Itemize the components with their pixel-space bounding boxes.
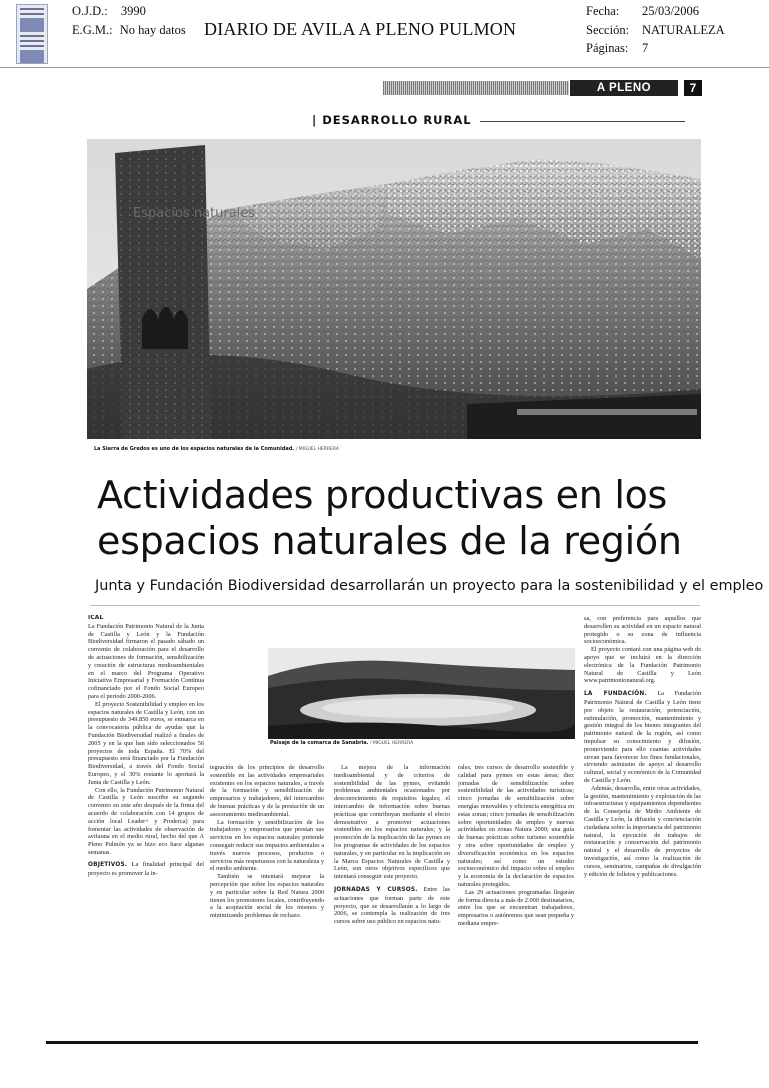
article-column-5 <box>584 615 701 1040</box>
seccion-value: NATURALEZA <box>642 23 725 37</box>
col1-paragraph-3: Con ello, la Fundación Patrimonio Natural de Castilla y León suscribe su segundo convenio en este año después de la firma del acuerdo de colaboración con 14 grupos de acción local Leader+ y Proderca) para fomentar las actividades de observación de avifauna en el medio rural, hecho del que A Pleno Pulmón ya se hizo eco hace algunas semanas. <box>88 786 204 856</box>
col2-paragraph-1: tegración de los principios de desarrollo sostenible en las actividades empresariales existentes en los espacios naturales, a través de la formación y sensibilización de empresarios y trabajadores, del intercambio de buenas prácticas y de la prestación de un asesoramiento medioambiental. <box>210 764 324 818</box>
col5-kicker: LA FUNDACIÓN. <box>584 691 647 698</box>
article-column-4 <box>458 764 574 1040</box>
col1-kicker: OBJETIVOS. <box>88 861 128 868</box>
seccion-label: Sección: <box>586 23 630 37</box>
ojd-value: 3990 <box>120 4 146 18</box>
paginas-row <box>586 41 649 56</box>
egm-row <box>72 23 186 38</box>
col3-paragraph-2: Entre las actuaciones que forman parte de este proyecto, que se desarrollarán a lo largo de 2006, se contempla la realización de tres cursos sobre uso público en espacios natu- <box>334 885 450 926</box>
inset-photo <box>268 648 575 739</box>
subheadline-rule <box>90 605 700 606</box>
col4-paragraph-2: Las 29 actuaciones programadas llegarán de forma directa a más de 2.000 destinatarios, entre los que se encuentran trabajadores, empresarios o autónomos que sean pequeña y mediana empre- <box>458 888 574 927</box>
article-column-1 <box>88 615 204 1040</box>
fecha-label: Fecha: <box>586 4 620 18</box>
inset-photo-caption-text: Paisaje de la comarca de Sanabria. <box>270 740 369 746</box>
fecha-row <box>586 4 699 19</box>
col5-paragraph-2: El proyecto contará con una página web de apoyo que se incluirá en la dirección electrónica de la Fundación Patrimonio Natural de Castilla y León www.patrimonionatural.org. <box>584 646 701 685</box>
headline-line-1: Actividades productivas en los <box>97 473 668 517</box>
egm-value: No hay datos <box>119 23 186 37</box>
sign-text: Espacios naturales <box>133 206 256 221</box>
page-header-tag: A PLENO PULMÓN <box>570 80 678 96</box>
col2-paragraph-3: También se intentará mejorar la percepción que sobre los espacios naturales y en particular sobre la Red Natura 2000 tienen los promotores locales, contribuyendo a la aceptación social de los mismos y minimizando problemas de rechazo. <box>210 873 324 920</box>
ojd-label: O.J.D.: <box>72 4 108 18</box>
col3-kicker: JORNADAS Y CURSOS. <box>334 886 418 893</box>
section-label: | DESARROLLO RURAL <box>312 113 472 127</box>
main-photo-credit: / MIGUEL HERRERA <box>295 447 339 452</box>
col2-paragraph-2: La formación y sensibilización de los trabajadores y empresarios que prestan sus servicios en los espacios naturales pretende conseguir reducir sus impactos ambientales a través nuevos procesos, productos o servicios más respetuosos con la naturaleza y el medio ambiente. <box>210 818 324 873</box>
publication-title: DIARIO DE AVILA A PLENO PULMON <box>204 19 517 39</box>
inset-photo-credit: / MIGUEL HERRERA <box>370 741 414 746</box>
main-photo-caption-text: La Sierra de Gredos es uno de los espacios naturales de la Comunidad. <box>94 446 295 452</box>
seccion-row <box>586 23 725 38</box>
paginas-value: 7 <box>642 41 649 55</box>
headline <box>97 472 717 564</box>
mountain-landscape-image <box>87 139 701 439</box>
col4-paragraph-1: rales; tres cursos de desarrollo sostenible y calidad para pymes en estas áreas; diez jornadas de sensibilización sobre sostenibilidad de las actividades turísticas; cinco jornadas de sensibilización sobre energías renovables y eficiencia energética en estas zonas; cinco jornadas de sensibilización sobre oportunidades de empleo y nuevas actividades en zonas Natura 2000; una guía de buenas prácticas sobre turismo sostenible y otra sobre oportunidades de empleo y diversificación económica en los espacios naturales; así como un estudio socioeconómico del impacto sobre el empleo y la economía de la declaración de espacios naturales protegidos. <box>458 764 574 888</box>
section-rule <box>480 121 685 122</box>
ojd-row <box>72 4 146 19</box>
section-title: DESARROLLO RURAL <box>322 113 472 127</box>
col5-paragraph-4: Además, desarrolla, entre otras actividades, la gestión, mantenimiento y explotación de las infraestructuras y equipamientos dependientes de la Consejería de Medio Ambiente de Castilla y León, la difusión y concienciación ciudadana sobre la importancia del patrimonio natural, la ejecución de trabajos de restauración y conservación del patrimonio natural y el desarrollo de proyectos de investigación, así como la realización de cursos, seminarios, campañas de divulgación y edición de folletos y publicaciones. <box>584 784 701 878</box>
article-column-2 <box>210 764 324 1040</box>
col1-paragraph-2: El proyecto Sostenibilidad y empleo en los espacios naturales de Castilla y León, con un presupuesto de 349.850 euros, se enmarca en la convocatoria pública de ayudas que la Fundación Biodiversidad realizó a finales de 2005 y en la que han sido seleccionados 56 proyectos de toda España. El 70% del presupuesto será financiado por la Fundación Biodiversidad, a través del Fondo Social Europeo, y el 30% restante lo aportará la Junta de Castilla y León. <box>88 700 204 786</box>
article-column-3 <box>334 764 450 1040</box>
col5-paragraph-1: sa, con preferencia para aquellos que desarrollen su actividad en un espacio natural protegido o su zona de influencia socioeconómica. <box>584 615 701 646</box>
page-bottom-rule <box>46 1041 698 1044</box>
col1-paragraph-1: La Fundación Patrimonio Natural de la Junta de Castilla y León y la Fundación Biodiversidad firmaron el pasado sábado un convenio de colaboración para el desarrollo de actuaciones de formación, sensibilización y creación de estructuras medioambientales en el marco del Programa Operativo Iniciativa Empresarial y Formación Continua cofinanciado por el Fondo Social Europeo para el periodo 2000-2006. <box>88 622 204 700</box>
byline: ICAL <box>88 615 104 621</box>
header-divider <box>0 67 769 68</box>
publication-logo-thumbnail <box>16 4 48 64</box>
lake-landscape-image <box>268 648 575 739</box>
inset-photo-caption <box>270 740 413 746</box>
main-photo <box>87 139 701 439</box>
page-number: 7 <box>684 80 702 96</box>
egm-label: E.G.M.: <box>72 23 113 37</box>
header-texture-band <box>383 81 569 95</box>
paginas-label: Páginas: <box>586 41 629 55</box>
col1-paragraph-4: La finalidad principal del proyecto es promover la in- <box>88 860 204 877</box>
main-photo-caption <box>94 446 339 452</box>
headline-line-2: espacios naturales de la región <box>97 519 682 563</box>
fecha-value: 25/03/2006 <box>642 4 699 18</box>
col5-paragraph-3: La Fundación Patrimonio Natural de Castilla y León tiene por objeto la restauración, potenciación, estimulación, promoción, mantenimiento y gestión integral de los bienes integrantes del patrimonio natural de la región, así como impulsar su conocimiento y difusión, promoviendo para ello cuantas actividades sirvan para favorecer los fines fundacionales, sirviendo asimismo de apoyo al desarrollo cultural, social y económico de la Comunidad de Castilla y León. <box>584 690 701 784</box>
col3-paragraph-1: La mejora de la información medioambiental y de criterios de sostenibilidad de las pymes, evitando problemas ambientales ocasionados por desconocimiento de requisitos legales; el intercambio de información sobre buenas prácticas que contribuyan mediante el efecto demostrativo a promover actuaciones sostenibles en los espacios naturales; y la promoción de la implicación de las pymes en los programas de actividades de los espacios naturales, y en particular en la implicación en la Marca Espacios Naturales de Castilla y León, son otros objetivos específicos que intentará conseguir este proyecto. <box>334 764 450 881</box>
subheadline: Junta y Fundación Biodiversidad desarrollarán un proyecto para la sostenibilidad y el empleo <box>95 578 764 594</box>
